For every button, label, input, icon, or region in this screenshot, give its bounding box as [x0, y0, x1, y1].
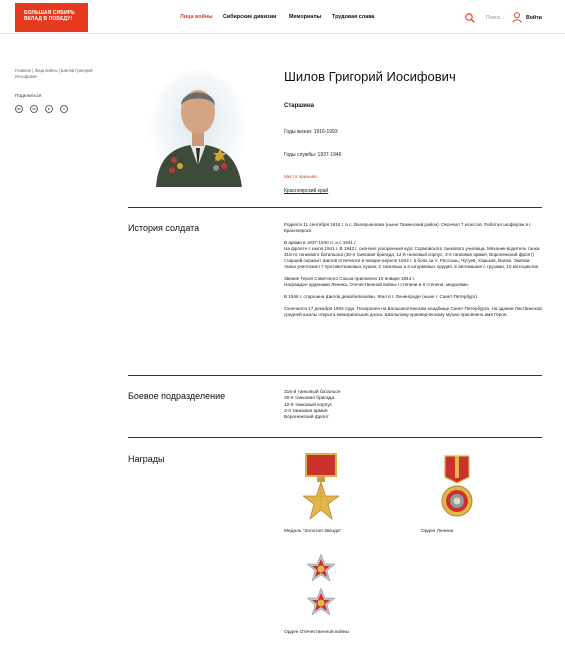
soldier-name: Шилов Григорий Иосифович — [284, 69, 456, 84]
life-years: Годы жизни: 1916-1993 — [284, 129, 338, 135]
unit-item: 316-й танковый батальон — [284, 390, 341, 395]
draft-place-link[interactable]: Красноярский край — [284, 188, 329, 194]
site-logo[interactable] — [15, 3, 88, 32]
service-years: Годы службы: 1937-1946 — [284, 152, 342, 158]
story-text — [284, 222, 542, 324]
soldier-portrait — [150, 70, 247, 187]
award-label: Орден Ленина — [421, 529, 454, 534]
draft-label: Место призыва: — [284, 174, 318, 179]
unit-item: Воронежский фронт — [284, 415, 329, 421]
story-paragraph: Звание Героя Советского Союза присвоено 10 января 1944 г. — [284, 276, 415, 281]
story-paragraph: В 1946 г. старшина Шилов демобилизован. Жил в г. Ленинграде (ныне г. Санкт-Петербург). — [284, 294, 479, 299]
search-icon[interactable] — [465, 13, 475, 23]
nav-item-labor[interactable]: Трудовая слава — [332, 14, 375, 20]
logo-line-1: БОЛЬШАЯ СИБИРЬ — [24, 10, 75, 16]
unit-title: Боевое подразделение — [128, 391, 226, 401]
divider — [128, 207, 542, 208]
order-patriotic-war-icon[interactable] — [305, 553, 337, 619]
telegram-icon[interactable]: ➤ — [45, 105, 53, 113]
story-paragraph: Награжден орденами Ленина, Отечественной войны I степени и II степени, медалями. — [284, 282, 470, 287]
story-paragraph: В армии в 1937-1940 гг. и с 1941 г. — [284, 240, 357, 245]
gold-star-medal-icon[interactable] — [303, 453, 339, 521]
nav-item-faces[interactable]: Лица войны — [180, 14, 213, 20]
award-label: Орден Отечественной войны — [284, 630, 349, 635]
story-title: История солдата — [128, 223, 200, 233]
nav-item-divisions[interactable]: Сибирские дивизии — [223, 14, 277, 20]
award-label: Медаль "Золотая Звезда" — [284, 529, 342, 534]
unit-item: 12-й танковый корпус — [284, 402, 333, 408]
unit-list — [284, 390, 341, 421]
divider — [128, 375, 542, 376]
story-paragraph: На фронте с июля 1941 г. В 1942 г. окончил ускоренный курс Сормовского танкового училища. Механик-водитель танка 316-го танкового батальона (30-я танковая бригада, 12-й танковый корпус, 3-я танковая армия, Воронежский фронт) старший сержант Шилов отличился в январе-апреле 1943 г. в боях за гг. Россошь, Чугуев, Харьков, Валки. Экипаж танка уничтожил 7 противотанковых пушек, 2 танковых и 3 штурмовых орудия, 5 автомашин с грузами, 10 мотоциклов. — [284, 246, 540, 269]
unit-item: 30-я танковая бригада — [284, 396, 335, 402]
order-of-lenin-icon[interactable] — [440, 455, 474, 519]
soldier-rank: Старшина — [284, 103, 314, 109]
nav-item-memorials[interactable]: Мемориалы — [289, 14, 322, 20]
link-icon[interactable]: ∞ — [60, 105, 68, 113]
unit-item: 3-я танковая армия — [284, 408, 328, 414]
share-label: Поделиться — [15, 94, 42, 99]
ok-icon[interactable]: ок — [30, 105, 38, 113]
user-icon[interactable] — [512, 12, 522, 23]
divider — [128, 437, 542, 438]
awards-title: Награды — [128, 454, 165, 464]
search-input[interactable]: Поиск... — [486, 15, 505, 21]
breadcrumb[interactable]: Главная | Лица войны | Шилов Григорий Иосифович — [15, 68, 93, 79]
story-paragraph: Скончался 17 декабря 1993 года. Похоронен на Большеохтинском кладбище Санкт-Петербурга. На здании Листвинской средней школы открыта мемориальная доска. Школьному краеведческому музею присвоено имя Героя. — [284, 306, 542, 317]
story-paragraph: Родился 11 сентября 1916 г. в с. Валерьяновка (ныне Тюменский район). Окончил 7 классов. Работал шофером в г. Красноярске. — [284, 222, 532, 233]
vk-icon[interactable]: вк — [15, 105, 23, 113]
login-link[interactable]: Войти — [526, 15, 542, 21]
site-header — [0, 0, 565, 34]
logo-line-2: ВКЛАД В ПОБЕДУ! — [24, 16, 73, 22]
